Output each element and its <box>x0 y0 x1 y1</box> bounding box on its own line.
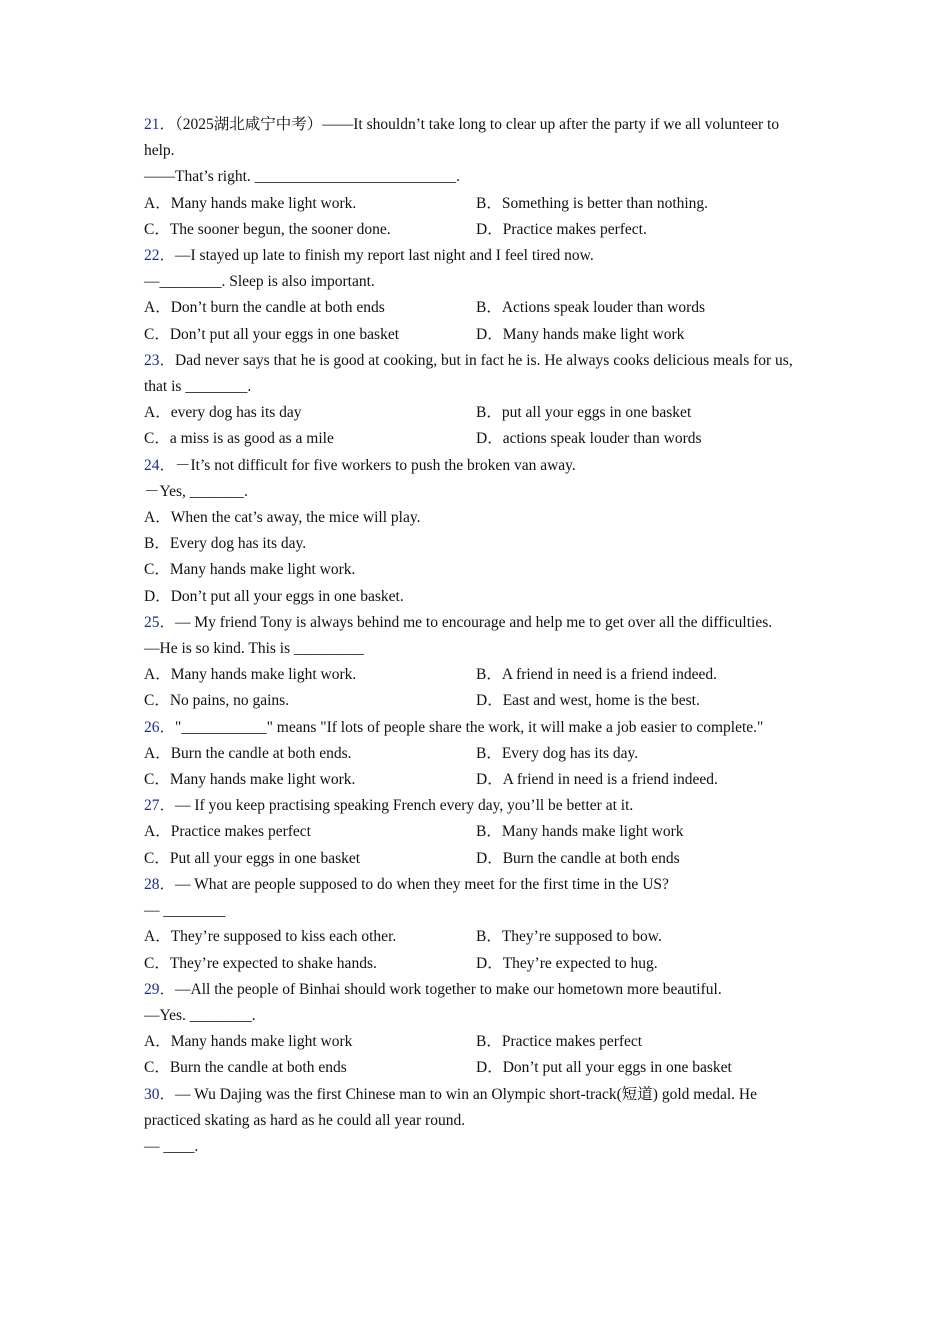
answer-option[interactable]: B．Every dog has its day. <box>476 744 639 762</box>
answer-option[interactable]: D．Don’t put all your eggs in one basket. <box>144 587 404 605</box>
answer-option[interactable]: D．Don’t put all your eggs in one basket <box>476 1059 732 1077</box>
answer-options <box>144 400 809 452</box>
answer-option[interactable]: D．They’re expected to hug. <box>476 954 658 972</box>
question-29 <box>144 977 809 1082</box>
answer-options <box>144 924 809 976</box>
question-text: —He is so kind. This is _________ <box>144 640 364 658</box>
question-text: ——That’s right. __________________________. <box>144 168 461 186</box>
answer-option[interactable]: A．Many hands make light work. <box>144 194 357 212</box>
dialogue-line <box>144 164 809 190</box>
answer-option[interactable]: D．Practice makes perfect. <box>476 220 647 238</box>
answer-option[interactable]: B．Practice makes perfect <box>476 1033 643 1051</box>
question-stem <box>144 348 809 400</box>
answer-option[interactable]: A．When the cat’s away, the mice will play. <box>144 509 421 527</box>
answer-option[interactable]: D．Many hands make light work <box>476 325 685 343</box>
question-number: 30． <box>144 1085 176 1103</box>
dialogue-line <box>144 1134 809 1160</box>
dialogue-line <box>144 269 809 295</box>
question-text: －It’s not difficult for five workers to push the broken van away. <box>175 456 576 474</box>
question-number: 29． <box>144 980 176 998</box>
answer-option[interactable]: D．A friend in need is a friend indeed. <box>476 771 718 789</box>
answer-option[interactable]: D．actions speak louder than words <box>476 430 702 448</box>
question-number: 23． <box>144 351 176 369</box>
answer-options <box>144 1029 809 1081</box>
question-25 <box>144 610 809 715</box>
question-stem <box>144 112 809 164</box>
question-23 <box>144 348 809 453</box>
question-text: — What are people supposed to do when they meet for the first time in the US? <box>175 875 669 893</box>
answer-options <box>144 295 809 347</box>
question-text: — My friend Tony is always behind me to encourage and help me to get over all the difficulties. <box>175 613 773 631</box>
question-number: 27． <box>144 797 176 815</box>
question-number: 21． <box>144 116 176 133</box>
question-text: —________. Sleep is also important. <box>144 273 375 291</box>
question-number: 24． <box>144 456 176 474</box>
answer-option[interactable]: B．Something is better than nothing. <box>476 194 709 212</box>
answer-option[interactable]: D．East and west, home is the best. <box>476 692 700 710</box>
answer-option[interactable]: A．Practice makes perfect <box>144 823 311 841</box>
dialogue-line <box>144 1003 809 1029</box>
dialogue-line <box>144 898 809 924</box>
answer-option[interactable]: C．They’re expected to shake hands. <box>144 954 377 972</box>
answer-option[interactable]: A．They’re supposed to kiss each other. <box>144 928 397 946</box>
question-number: 26． <box>144 718 176 736</box>
question-text: — ________ <box>144 902 226 920</box>
question-text: —I stayed up late to finish my report last night and I feel tired now. <box>175 247 594 265</box>
answer-option[interactable]: A．Many hands make light work <box>144 1033 353 1051</box>
answer-option[interactable]: C．No pains, no gains. <box>144 692 290 710</box>
answer-option[interactable]: B．They’re supposed to bow. <box>476 928 662 946</box>
question-text: －Yes, _______. <box>144 482 248 500</box>
answer-options <box>144 741 809 793</box>
question-text: —Yes. ________. <box>144 1006 256 1024</box>
answer-option[interactable]: C．The sooner begun, the sooner done. <box>144 220 391 238</box>
question-stem <box>144 977 809 1003</box>
answer-options <box>144 662 809 714</box>
question-21 <box>144 112 809 243</box>
question-list <box>144 112 809 1160</box>
question-text: "___________" means "If lots of people share the work, it will make a job easier to complete." <box>175 718 764 736</box>
answer-option[interactable]: B．Every dog has its day. <box>144 535 307 553</box>
question-text: （2025湖北咸宁中考）——It shouldn’t take long to clear up after the party if we all volunteer to help. <box>144 116 780 160</box>
question-30 <box>144 1082 809 1161</box>
answer-option[interactable]: B．Many hands make light work <box>476 823 684 841</box>
question-stem <box>144 243 809 269</box>
answer-option[interactable]: C．Put all your eggs in one basket <box>144 849 361 867</box>
question-number: 25． <box>144 613 176 631</box>
question-text: Dad never says that he is good at cooking, but in fact he is. He always cooks delicious meals for us, that is ________. <box>144 351 793 396</box>
question-stem <box>144 715 809 741</box>
dialogue-line <box>144 636 809 662</box>
answer-option[interactable]: B．A friend in need is a friend indeed. <box>476 666 718 684</box>
answer-option[interactable]: C．Many hands make light work. <box>144 771 356 789</box>
question-27 <box>144 793 809 872</box>
question-stem <box>144 872 809 898</box>
question-22 <box>144 243 809 348</box>
question-text: — If you keep practising speaking French every day, you’ll be better at it. <box>175 797 634 815</box>
question-stem <box>144 453 809 479</box>
question-text: —All the people of Binhai should work together to make our hometown more beautiful. <box>175 980 722 998</box>
question-26 <box>144 715 809 794</box>
answer-options <box>144 191 809 243</box>
answer-option[interactable]: A．Many hands make light work. <box>144 666 357 684</box>
question-28 <box>144 872 809 977</box>
answer-option[interactable]: C．Many hands make light work. <box>144 561 356 579</box>
question-number: 22． <box>144 247 176 265</box>
question-stem <box>144 793 809 819</box>
answer-option[interactable]: A．Burn the candle at both ends. <box>144 744 352 762</box>
question-text: — ____. <box>144 1137 199 1155</box>
answer-options <box>144 505 809 610</box>
answer-option[interactable]: A．every dog has its day <box>144 404 302 422</box>
question-stem <box>144 1082 809 1134</box>
question-24 <box>144 453 809 610</box>
answer-options <box>144 819 809 871</box>
question-text: — Wu Dajing was the first Chinese man to win an Olympic short-track(短道) gold medal. He practiced skating as hard as he could all year round. <box>144 1085 757 1129</box>
answer-option[interactable]: C．Don’t put all your eggs in one basket <box>144 325 400 343</box>
dialogue-line <box>144 479 809 505</box>
answer-option[interactable]: B．Actions speak louder than words <box>476 299 706 317</box>
answer-option[interactable]: C．Burn the candle at both ends <box>144 1059 347 1077</box>
answer-option[interactable]: A．Don’t burn the candle at both ends <box>144 299 385 317</box>
answer-option[interactable]: D．Burn the candle at both ends <box>476 849 680 867</box>
question-number: 28． <box>144 875 176 893</box>
question-stem <box>144 610 809 636</box>
answer-option[interactable]: B．put all your eggs in one basket <box>476 404 692 422</box>
answer-option[interactable]: C．a miss is as good as a mile <box>144 430 334 448</box>
